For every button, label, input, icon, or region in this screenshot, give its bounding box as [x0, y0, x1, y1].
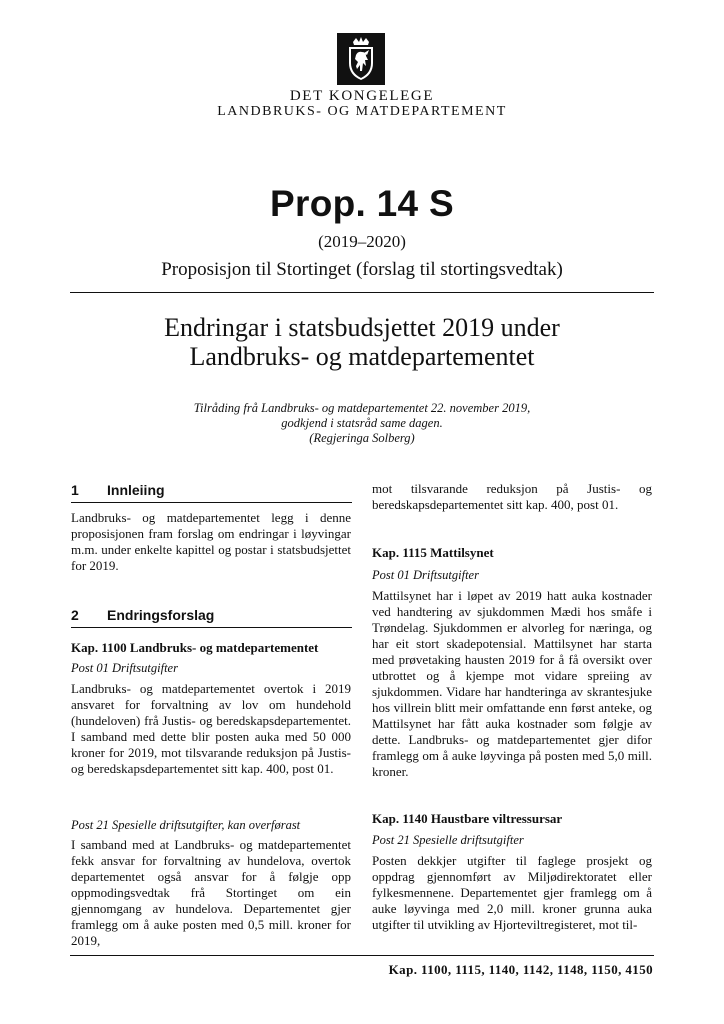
- chapter-1140-paragraph: Posten dekkjer utgifter til faglege prosjekt og oppdrag gjennomført av Miljødirektoratet eller fylkesmennene. Departementet gjer framlegg om å auke løyvinga med 2,0 mill. kroner grunna auka utgifter til utvikling av Hjorteviltregisteret, mot til-: [372, 853, 652, 932]
- introduction-paragraph: Landbruks- og matdepartementet legg i denne proposisjonen fram forslag om endringar i løyvingar m.m. under enkelte kapittel og postar i statsbudsjettet for 2019.: [71, 510, 351, 573]
- recommendation-line3: (Regjeringa Solberg): [309, 431, 415, 445]
- chapter-1100-post21-paragraph: I samband med at Landbruks- og matdepartementet fekk ansvar for forvaltning av hundelova, overtok departementet også ansvar for å følgje opp oppmodingsvedtak frå Stortinget om ein gjennomgang av hundelova. Departementet gjer framlegg om å auke posten med 0,5 mill. kroner for 2019,: [71, 837, 351, 948]
- proposition-number: Prop. 14 S: [270, 183, 454, 224]
- post-heading-01: Post 01 Driftsutgifter: [372, 568, 479, 582]
- proposition-type: Proposisjon til Stortinget (forslag til stortingsvedtak): [161, 259, 563, 280]
- section-number: 2: [71, 607, 79, 623]
- session-years: (2019–2020): [318, 232, 406, 251]
- footer-chapter-list: Kap. 1100, 1115, 1140, 1142, 1148, 1150, 4150: [388, 962, 653, 977]
- recommendation-note: [0, 401, 724, 446]
- section-heading-introduction: [71, 482, 165, 498]
- section-number: 1: [71, 482, 79, 498]
- recommendation-line1: Tilråding frå Landbruks- og matdepartementet 22. november 2019,: [193, 401, 531, 415]
- header-divider: [70, 292, 654, 293]
- footer-divider: [70, 955, 654, 956]
- section-title: Endringsforslag: [107, 607, 215, 623]
- ministry-name-line2: LANDBRUKS- OG MATDEPARTEMENT: [217, 104, 507, 119]
- chapter-heading-1100: Kap. 1100 Landbruks- og matdepartementet: [71, 640, 319, 655]
- recommendation-line2: godkjend i statsråd same dagen.: [281, 416, 443, 430]
- chapter-1115-paragraph: Mattilsynet har i løpet av 2019 hatt auka kostnader ved handtering av sjukdommen Mædi hos småfe i Trøndelag. Sjukdommen er alvorleg for næringa, og har eit stort skadepotensial. Mattilsynet har starta med prøvetaking hausten 2019 for å få oversikt over utbrottet og å kjempe mot vidare spreiing av sjukdommen. Vidare har handteringa av skrantesjuke hos villrein blitt meir omfattande enn først anteke, og Mattilsynet har fått auka kostnader som følgje av dette. Landbruks- og matdepartementet gjer difor framlegg om å auke løyvinga på posten med 5,0 mill. kroner.: [372, 588, 652, 779]
- document-title-line2: Landbruks- og matdepartementet: [189, 342, 535, 371]
- post-heading-01: Post 01 Driftsutgifter: [71, 661, 178, 675]
- post-heading-21: Post 21 Spesielle driftsutgifter: [372, 833, 524, 847]
- section-divider: [71, 502, 352, 503]
- chapter-1100-post01-paragraph: Landbruks- og matdepartementet overtok i 2019 ansvaret for forvaltning av lov om hundehold (hundeloven) frå Justis- og beredskapsdepartementet. I samband med dette blir posten auka med 50 000 kroner for 2019, mot tilsvarande reduksjon på Justis- og beredskapsdepartementet sitt kap. 400, post 01.: [71, 681, 351, 776]
- section-heading-changes: [71, 607, 214, 623]
- section-divider: [71, 627, 352, 628]
- chapter-heading-1115: Kap. 1115 Mattilsynet: [372, 545, 494, 560]
- post-heading-21: Post 21 Spesielle driftsutgifter, kan overførast: [71, 818, 301, 832]
- document-title: [0, 313, 724, 371]
- chapter-heading-1140: Kap. 1140 Haustbare viltressursar: [372, 811, 563, 826]
- ministry-name-line1: DET KONGELEGE: [289, 88, 435, 104]
- coat-of-arms-logo: [337, 33, 385, 85]
- continued-paragraph: mot tilsvarande reduksjon på Justis- og beredskapsdepartementet sitt kap. 400, post 01.: [372, 481, 652, 512]
- document-title-line1: Endringar i statsbudsjettet 2019 under: [164, 313, 560, 342]
- section-title: Innleiing: [107, 482, 165, 498]
